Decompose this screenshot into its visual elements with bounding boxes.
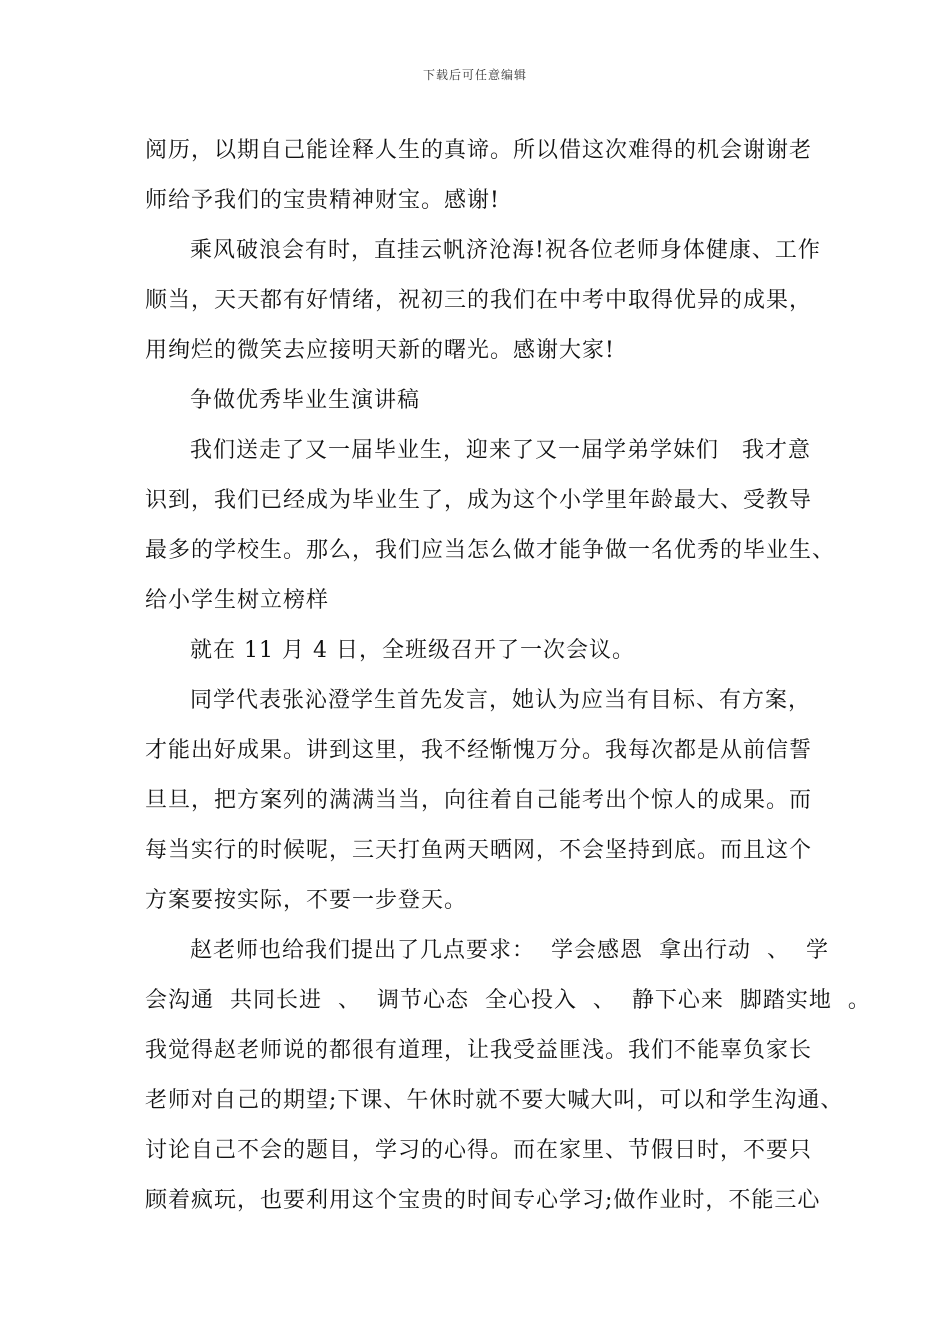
text-line: 顾着疯玩，也要利用这个宝贵的时间专心学习;做作业时，不能三心 xyxy=(145,1188,821,1213)
text-line: 阅历，以期自己能诠释人生的真谛。所以借这次难得的机会谢谢老 xyxy=(145,138,813,163)
text-line: 老师对自己的期望;下课、午休时就不要大喊大叫，可以和学生沟通、 xyxy=(145,1088,844,1113)
page-header: 下载后可任意编辑 xyxy=(422,68,527,82)
paragraph-start: 乘风破浪会有时，直挂云帆济沧海!祝各位老师身体健康、工作 xyxy=(190,238,821,263)
paragraph-start: 赵老师也给我们提出了几点要求： 学会感恩 拿出行动 、 学 xyxy=(190,938,829,963)
text-line: 每当实行的时候呢，三天打鱼两天晒网，不会坚持到底。而且这个 xyxy=(145,838,813,863)
text-line: 我觉得赵老师说的都很有道理，让我受益匪浅。我们不能辜负家长 xyxy=(145,1038,813,1063)
text-line: 用绚烂的微笑去应接明天新的曙光。感谢大家! xyxy=(145,338,615,363)
text-line: 才能出好成果。讲到这里，我不经惭愧万分。我每次都是从前信誓 xyxy=(145,738,813,763)
text-line: 会沟通 共同长进 、 调节心态 全心投入 、 静下心来 脚踏实地 。 xyxy=(145,988,871,1013)
paragraph-start: 就在 11 月 4 日，全班级召开了一次会议。 xyxy=(190,638,635,663)
text-line: 给小学生树立榜样 xyxy=(145,588,330,613)
text-line: 顺当，天天都有好情绪，祝初三的我们在中考中取得优异的成果， xyxy=(145,288,813,313)
text-line: 方案要按实际，不要一步登天。 xyxy=(145,888,468,913)
text-line: 旦旦，把方案列的满满当当，向往着自己能考出个惊人的成果。而 xyxy=(145,788,813,813)
text-line: 识到，我们已经成为毕业生了，成为这个小学里年龄最大、受教导 xyxy=(145,488,813,513)
text-line: 最多的学校生。那么，我们应当怎么做才能争做一名优秀的毕业生、 xyxy=(145,538,836,563)
section-title: 争做优秀毕业生演讲稿 xyxy=(190,388,421,413)
text-line: 师给予我们的宝贵精神财宝。感谢! xyxy=(145,188,500,213)
text-line: 讨论自己不会的题目，学习的心得。而在家里、节假日时，不要只 xyxy=(145,1138,813,1163)
paragraph-start: 我们送走了又一届毕业生，迎来了又一届学弟学妹们 我才意 xyxy=(190,438,812,463)
paragraph-start: 同学代表张沁澄学生首先发言，她认为应当有目标、有方案， xyxy=(190,688,812,713)
